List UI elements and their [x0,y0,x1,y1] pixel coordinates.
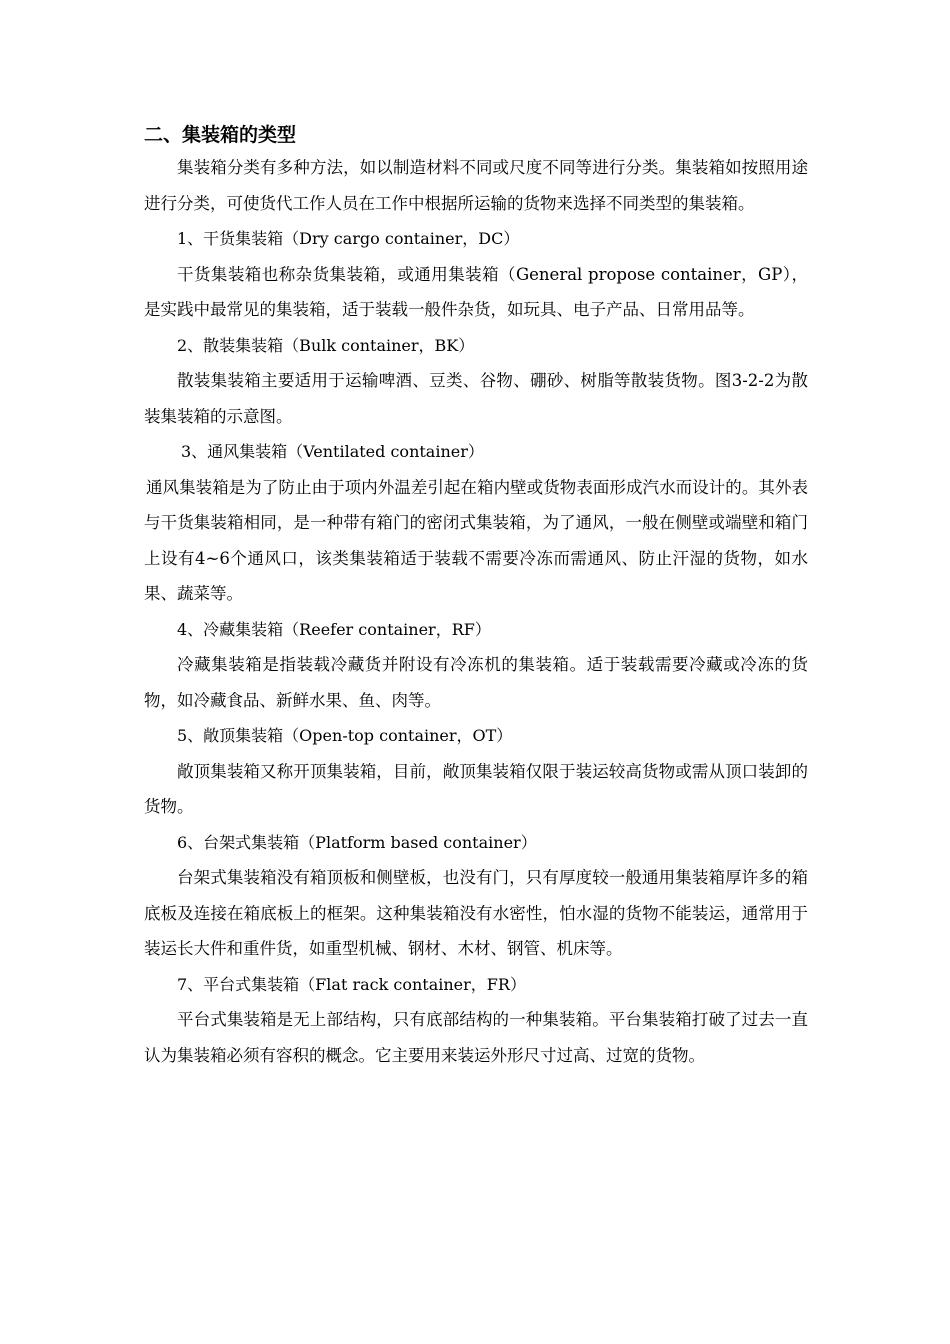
type-description-reefer: 冷藏集装箱是指装载冷藏货并附设有冷冻机的集装箱。适于装载需要冷藏或冷冻的货物，如冷藏食品、新鲜水果、鱼、肉等。 [144,655,808,710]
type-description-dry-cargo: 干货集装箱也称杂货集装箱，或通用集装箱（General propose container，GP），是实践中最常见的集装箱，适于装载一般件杂货，如玩具、电子产品、日常用品等。 [144,264,808,319]
type-title-platform: 6、台架式集装箱（Platform based container） [177,832,537,852]
type-title-open-top: 5、敞顶集装箱（Open-top container，OT） [177,726,513,745]
section-title: 二、集装箱的类型 [144,124,297,146]
type-title-bulk: 2、散装集装箱（Bulk container，BK） [177,335,475,355]
type-description-ventilated: 通风集装箱是为了防止由于项内外温差引起在箱内壁或货物表面形成汽水而设计的。其外表与干货集装箱相同，是一种带有箱门的密闭式集装箱，为了通风，一般在侧壁或端壁和箱门上设有4~6个通风口，该类集装箱适于装载不需要冷冻而需通风、防止汗湿的货物，如水果、蔬菜等。 [144,477,808,603]
type-title-dry-cargo: 1、干货集装箱（Dry cargo container，DC） [177,229,520,248]
type-title-flat-rack: 7、平台式集装箱（Flat rack container，FR） [177,974,526,994]
intro-paragraph: 集装箱分类有多种方法，如以制造材料不同或尺度不同等进行分类。集装箱如按照用途进行分类，可使货代工作人员在工作中根据所运输的货物来选择不同类型的集装箱。 [144,158,808,213]
type-description-open-top: 敞顶集装箱又称开顶集装箱，目前，敞顶集装箱仅限于装运较高货物或需从顶口装卸的货物。 [144,761,808,816]
document-body [144,120,808,1073]
type-description-flat-rack: 平台式集装箱是无上部结构，只有底部结构的一种集装箱。平台集装箱打破了过去一直认为集装箱必须有容积的概念。它主要用来装运外形尺寸过高、过宽的货物。 [144,1010,808,1065]
type-title-ventilated: 3、通风集装箱（Ventilated container） [181,442,484,461]
type-description-platform: 台架式集装箱没有箱顶板和侧壁板，也没有门，只有厚度较一般通用集装箱厚许多的箱底板及连接在箱底板上的框架。这种集装箱没有水密性，怕水湿的货物不能装运，通常用于装运长大件和重件货，如重型机械、钢材、木材、钢管、机床等。 [144,868,808,958]
type-description-bulk: 散装集装箱主要适用于运输啤酒、豆类、谷物、硼砂、树脂等散装货物。图3-2-2为散装集装箱的示意图。 [144,371,808,426]
type-title-reefer: 4、冷藏集装箱（Reefer container，RF） [177,619,491,639]
